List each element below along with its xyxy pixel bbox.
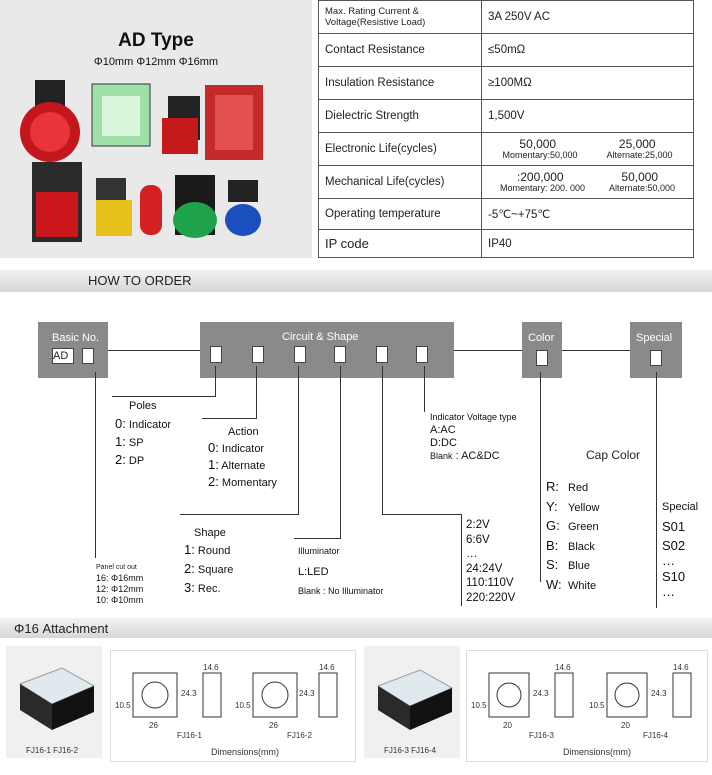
electronic-life-value-2: 25,000: [618, 137, 656, 151]
circuit-shape-label: Circuit & Shape: [282, 331, 359, 343]
shape-item: 1: Round: [184, 542, 231, 557]
dimensions-panel-1: [110, 650, 356, 762]
action-title: Action: [228, 426, 259, 438]
circuit-shape-box: [200, 322, 454, 378]
spec-value: -5℃~+75℃: [482, 199, 694, 230]
spec-row: [319, 1, 694, 34]
special-group: [662, 498, 698, 598]
voltage-type-ac: A:AC: [430, 424, 456, 436]
panel-cutout-item: 10: Φ10mm: [96, 595, 144, 605]
dimensions-panel-2: [466, 650, 708, 762]
connector-line: [461, 514, 462, 606]
red-square-lamp: [162, 118, 198, 154]
dim-model: FJ16-3: [529, 731, 554, 740]
mechanical-life-value-1: :200,000: [516, 170, 564, 184]
color-label: Color: [528, 332, 555, 344]
color-box: [522, 322, 562, 378]
voltage-type-title: Indicator Voltage type: [430, 412, 517, 422]
cap-color-title: Cap Color: [586, 448, 641, 462]
basic-code: AD: [52, 348, 74, 364]
red-large-square-lamp: [36, 192, 78, 237]
panel-cutout-item: 16: Φ16mm: [96, 573, 144, 583]
connector-line: [108, 350, 200, 351]
spec-label: IP code: [319, 230, 482, 258]
product-sizes: Φ10mm Φ12mm Φ16mm: [93, 56, 219, 68]
spec-value: [482, 166, 694, 199]
voltage-list: [466, 518, 515, 605]
cap-color-item: S: Blue: [546, 557, 591, 572]
code-slot: [294, 346, 306, 363]
dim-146: 14.6: [319, 663, 335, 672]
special-box: [630, 322, 682, 378]
connector-line: [340, 366, 341, 538]
cap-color-item: Y: Yellow: [546, 498, 600, 514]
special-item: …: [662, 584, 675, 599]
dimensions-caption: Dimensions(mm): [563, 747, 632, 757]
action-item: 2: Momentary: [208, 474, 277, 489]
code-slot: [82, 348, 94, 364]
spec-value: IP40: [482, 230, 694, 258]
connector-line: [202, 418, 257, 419]
panel-cutout-title: Panel cut out: [96, 564, 137, 571]
action-group: [208, 426, 277, 489]
voltage-item: 110:110V: [466, 577, 514, 589]
dim-105: 10.5: [115, 701, 131, 710]
code-slot: [376, 346, 388, 363]
dim-width: 26: [149, 721, 158, 730]
mechanical-life-sub-1: Momentary: 200. 000: [499, 183, 586, 193]
electronic-life-sub-1: Momentary:50,000: [502, 150, 578, 160]
code-slot: [536, 350, 548, 366]
code-slot: [416, 346, 428, 363]
dim-243: 24.3: [533, 689, 549, 698]
connector-line: [256, 366, 257, 418]
spec-label: Dielectric Strength: [319, 100, 482, 133]
connector-line: [294, 538, 341, 539]
special-item: S10: [662, 569, 686, 584]
special-title: Special: [662, 501, 699, 513]
dimensions-caption: Dimensions(mm): [211, 747, 280, 757]
dim-model: FJ16-4: [643, 731, 668, 740]
panel-cutout-item: 12: Φ12mm: [96, 584, 144, 594]
illuminator-title: Illuminator: [298, 546, 340, 556]
spec-row: [319, 100, 694, 133]
shape-item: 2: Square: [184, 561, 234, 576]
dim-243: 24.3: [299, 689, 315, 698]
code-slot: [210, 346, 222, 363]
dim-105: 10.5: [235, 701, 251, 710]
spec-label: Electronic Life(cycles): [319, 133, 482, 166]
cap-color-list: [546, 478, 599, 595]
red-small-lamp: [140, 185, 162, 235]
connector-line: [540, 372, 541, 582]
spec-label: Contact Resistance: [319, 34, 482, 67]
connector-line: [454, 350, 522, 351]
dim-146: 14.6: [203, 663, 219, 672]
mechanical-life-sub-2: Alternate:50,000: [608, 183, 676, 193]
voltage-item: 2:2V: [466, 519, 490, 531]
spec-label: Operating temperature: [319, 199, 482, 230]
dim-243: 24.3: [181, 689, 197, 698]
dim-model: FJ16-2: [287, 731, 312, 740]
connector-line: [424, 366, 425, 412]
mechanical-life-value-2: 50,000: [621, 170, 659, 184]
illuminator-group: [298, 546, 384, 596]
cap-color-item: R: Red: [546, 479, 589, 494]
attachment-photo-1: [6, 646, 102, 758]
illuminator-led: L:LED: [298, 566, 329, 578]
product-lamps-illustration: [0, 0, 312, 258]
dim-146: 14.6: [673, 663, 689, 672]
attachment-cover-illustration: [364, 646, 460, 742]
how-to-order-band: [0, 270, 712, 292]
connector-line: [180, 514, 299, 515]
poles-item: 0: Indicator: [115, 416, 172, 431]
attachment-heading: Φ16 Attachment: [14, 621, 109, 636]
voltage-type-blank: Blank : AC&DC: [430, 450, 500, 462]
how-to-order-heading: HOW TO ORDER: [88, 273, 192, 288]
special-item: …: [662, 553, 675, 568]
dim-105: 10.5: [471, 701, 487, 710]
code-slot: [650, 350, 662, 366]
action-item: 1: Alternate: [208, 457, 266, 472]
green-round-lamp: [173, 202, 217, 238]
spec-value: ≥100MΩ: [482, 67, 694, 100]
dim-243: 24.3: [651, 689, 667, 698]
connector-line: [656, 372, 657, 608]
connector-line: [382, 514, 462, 515]
yellow-square-lamp: [96, 200, 132, 236]
connector-line: [562, 350, 630, 351]
attachment-photo-2: [364, 646, 460, 758]
voltage-item: 220:220V: [466, 591, 516, 604]
spec-row: [319, 34, 694, 67]
poles-group: [115, 400, 171, 467]
spec-row: [319, 133, 694, 166]
voltage-item: 24:24V: [466, 562, 503, 575]
electronic-life-sub-2: Alternate:25,000: [606, 150, 673, 160]
connector-line: [112, 396, 216, 397]
spec-row: [319, 199, 694, 230]
spec-row: [319, 230, 694, 258]
dim-width: 20: [503, 721, 512, 730]
product-title: AD Type: [118, 30, 194, 51]
connector-line: [382, 366, 383, 514]
voltage-type-dc: D:DC: [430, 437, 457, 449]
cap-color-item: B: Black: [546, 537, 595, 553]
special-label: Special: [636, 332, 673, 344]
product-photo: [0, 0, 312, 258]
dim-width: 26: [269, 721, 278, 730]
spec-label: Mechanical Life(cycles): [319, 166, 482, 199]
spec-value: 1,500V: [482, 100, 694, 133]
dim-model: FJ16-1: [177, 731, 202, 740]
spec-value: ≤50mΩ: [482, 34, 694, 67]
shape-item: 3: Rec.: [184, 580, 221, 595]
spec-label: Insulation Resistance: [319, 67, 482, 100]
illuminator-blank: Blank : No Illuminator: [298, 586, 384, 596]
spec-row: [319, 67, 694, 100]
shape-title: Shape: [194, 527, 226, 539]
voltage-item: …: [466, 548, 478, 560]
dim-width: 20: [621, 721, 630, 730]
voltage-item: 6:6V: [466, 533, 490, 546]
poles-item: 1: SP: [115, 434, 144, 449]
voltage-type-group: [430, 412, 517, 462]
spec-row: [319, 166, 694, 199]
panel-cutout-group: [96, 562, 143, 606]
connector-line: [95, 372, 96, 558]
connector-line: [215, 366, 216, 396]
special-item: S01: [662, 519, 686, 534]
attachment-cover-illustration: [6, 646, 102, 742]
poles-title: Poles: [129, 400, 157, 412]
connector-line: [298, 366, 299, 514]
special-item: S02: [662, 538, 686, 553]
spec-label: Max. Rating Current & Voltage(Resistive Load): [319, 1, 482, 34]
code-slot: [252, 346, 264, 363]
dim-146: 14.6: [555, 663, 571, 672]
dim-105: 10.5: [589, 701, 605, 710]
code-slot: [334, 346, 346, 363]
spec-table: [318, 0, 712, 258]
basic-no-box: [38, 322, 108, 378]
shape-group: [184, 527, 233, 595]
attachment-photo-1-caption: FJ16-1 FJ16-2: [26, 746, 79, 755]
cap-color-item: W: White: [546, 576, 597, 592]
spec-value: [482, 133, 694, 166]
basic-no-label: Basic No.: [52, 332, 100, 344]
blue-round-lamp: [225, 204, 261, 236]
poles-item: 2: DP: [115, 452, 145, 467]
attachment-photo-2-caption: FJ16-3 FJ16-4: [384, 746, 437, 755]
cap-color-item: G: Green: [546, 518, 599, 533]
spec-value: 3A 250V AC: [482, 1, 694, 34]
attachment-band: [0, 618, 712, 638]
electronic-life-value-1: 50,000: [519, 137, 557, 151]
action-item: 0: Indicator: [208, 440, 265, 455]
